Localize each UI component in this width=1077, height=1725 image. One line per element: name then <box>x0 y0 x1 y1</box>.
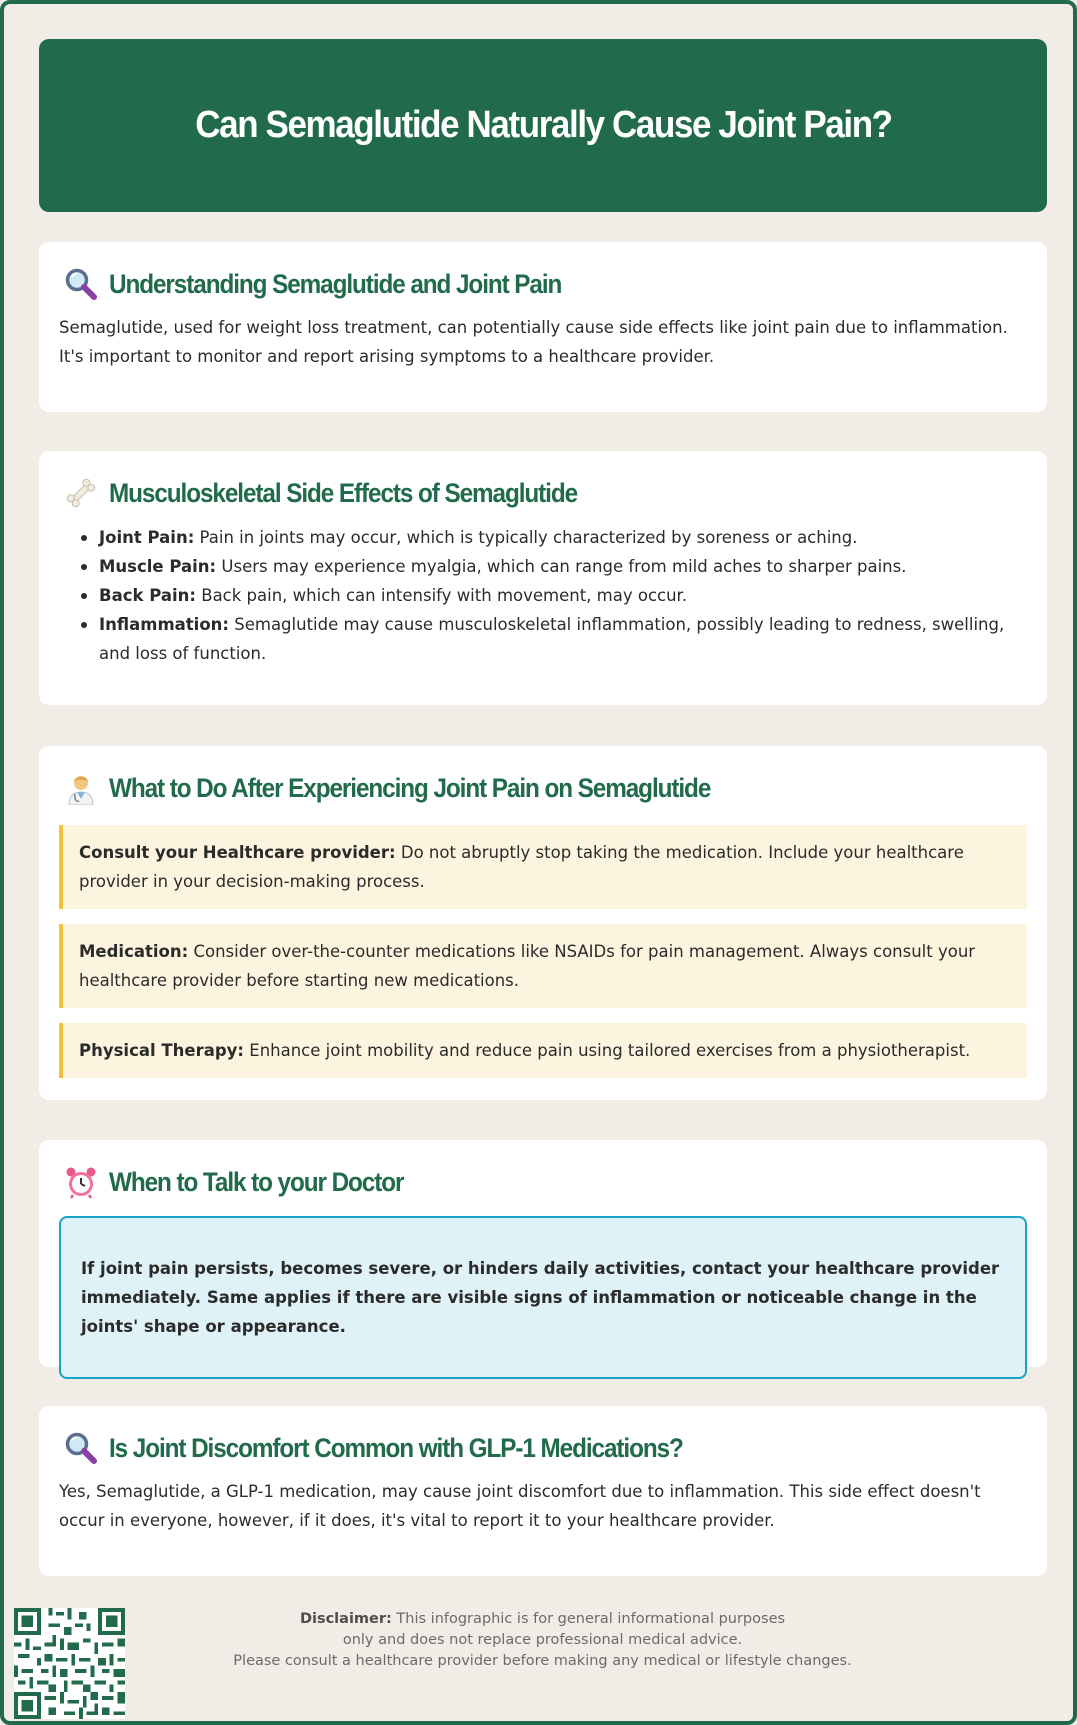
section-heading <box>59 1158 1027 1206</box>
section-title: Musculoskeletal Side Effects of Semaglutide <box>109 477 578 508</box>
bone-icon <box>63 475 99 511</box>
alarm-clock-icon <box>63 1164 99 1200</box>
section-heading <box>59 469 1027 517</box>
magnifying-glass-icon <box>63 266 99 302</box>
disclaimer <box>4 1609 1077 1672</box>
list-item: Inflammation: Semaglutide may cause musculoskeletal inflammation, possibly leading to redness, swelling, and loss of function. <box>79 610 1027 668</box>
section-heading <box>59 260 1027 308</box>
section-text: Yes, Semaglutide, a GLP-1 medication, may cause joint discomfort due to inflammation. This side effect doesn't occur in everyone, however, if it does, it's vital to report it to your healthcare provider. <box>59 1482 981 1530</box>
section-common <box>39 1406 1047 1576</box>
section-title: What to Do After Experiencing Joint Pain on Semaglutide <box>109 772 711 803</box>
section-heading <box>59 1424 1027 1472</box>
section-understanding <box>39 242 1047 412</box>
section-musculoskeletal <box>39 451 1047 705</box>
section-title: Is Joint Discomfort Common with GLP-1 Medications? <box>109 1432 683 1463</box>
section-title: Understanding Semaglutide and Joint Pain <box>109 268 562 299</box>
disclaimer-line: This infographic is for general informational purposes <box>391 1611 786 1627</box>
section-when-to-talk <box>39 1140 1047 1367</box>
section-heading <box>59 764 1027 812</box>
tip-item: Medication: Consider over-the-counter medications like NSAIDs for pain management. Always consult your healthcare provider before starting new medications. <box>59 924 1027 1008</box>
disclaimer-label: Disclaimer: <box>299 1611 392 1627</box>
page-title: Can Semaglutide Naturally Cause Joint Pain? <box>194 104 892 146</box>
doctor-callout: If joint pain persists, becomes severe, or hinders daily activities, contact your healthcare provider immediately. Same applies if there are visible signs of inflammation or noticeable change in the joints' shape or appearance. <box>59 1216 1027 1379</box>
disclaimer-line: only and does not replace professional medical advice. <box>342 1632 743 1648</box>
tip-item: Consult your Healthcare provider: Do not abruptly stop taking the medication. Include your healthcare provider in your decision-making process. <box>59 825 1027 909</box>
doctor-icon <box>63 770 99 806</box>
side-effects-list <box>59 523 1027 668</box>
list-item: Muscle Pain: Users may experience myalgia, which can range from mild aches to sharper pains. <box>79 552 1027 581</box>
magnifying-glass-icon <box>63 1430 99 1466</box>
tips-list <box>59 825 1027 1078</box>
tip-item: Physical Therapy: Enhance joint mobility and reduce pain using tailored exercises from a physiotherapist. <box>59 1023 1027 1078</box>
section-title: When to Talk to your Doctor <box>109 1166 404 1197</box>
page-header <box>39 39 1047 212</box>
section-what-to-do <box>39 746 1047 1100</box>
list-item: Back Pain: Back pain, which can intensify with movement, may occur. <box>79 581 1027 610</box>
list-item: Joint Pain: Pain in joints may occur, which is typically characterized by soreness or aching. <box>79 523 1027 552</box>
section-text: Semaglutide, used for weight loss treatment, can potentially cause side effects like joint pain due to inflammation. It's important to monitor and report arising symptoms to a healthcare provider. <box>59 318 1008 366</box>
disclaimer-line: Please consult a healthcare provider before making any medical or lifestyle changes. <box>233 1653 852 1669</box>
